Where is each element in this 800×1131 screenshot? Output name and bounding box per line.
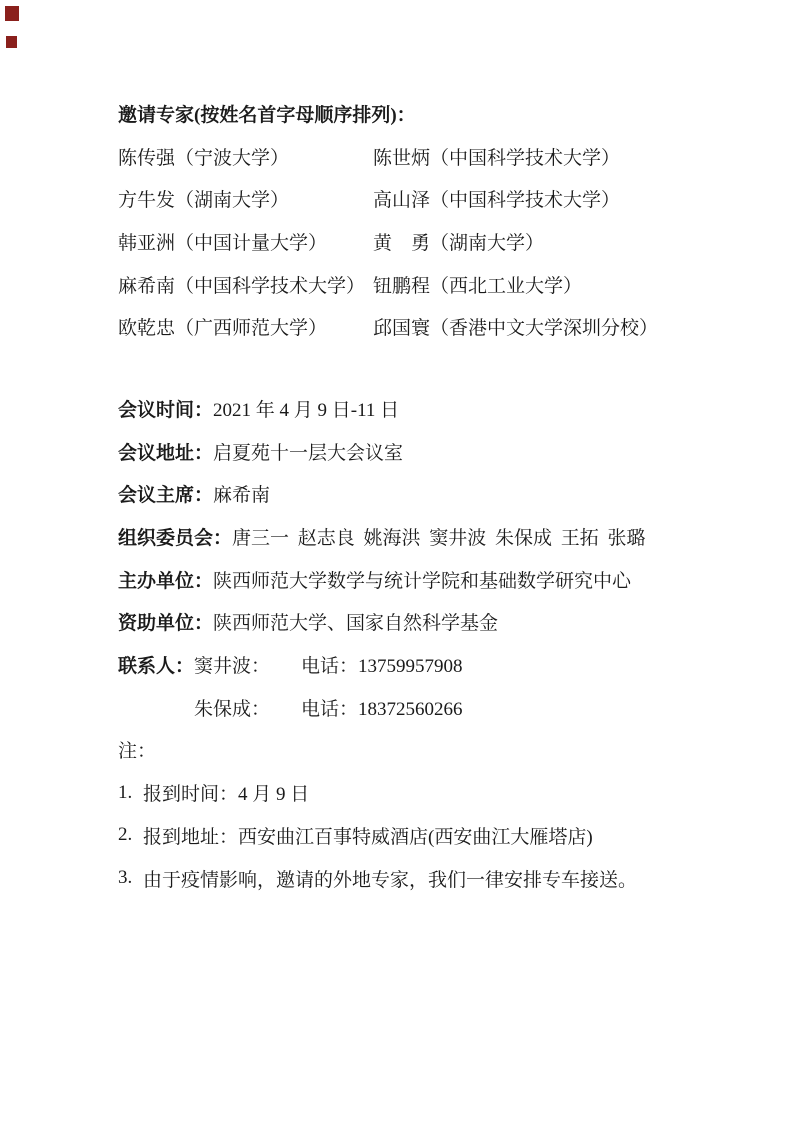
detail-row-meeting-address — [118, 430, 738, 473]
expert-row — [118, 135, 738, 178]
contact-row — [118, 686, 738, 729]
contact-phone: 电话：18372560266 — [301, 698, 463, 720]
expert-entry: 邱国寰（香港中文大学深圳分校） — [373, 318, 659, 340]
expert-row — [118, 177, 738, 220]
detail-label: 资助单位： — [118, 613, 214, 635]
detail-label: 会议地址： — [118, 442, 214, 464]
detail-label: 组织委员会： — [118, 528, 233, 550]
detail-value: 陕西师范大学、国家自然科学基金 — [213, 613, 499, 635]
expert-entry: 方牛发（湖南大学） — [118, 190, 290, 212]
expert-entry: 韩亚洲（中国计量大学） — [118, 232, 328, 254]
contact-label: 联系人： — [118, 656, 195, 678]
detail-label: 主办单位： — [118, 570, 214, 592]
expert-entry: 黄 勇（湖南大学） — [373, 232, 545, 254]
note-number: 2. — [118, 824, 133, 846]
contact-phone: 电话：13759957908 — [301, 656, 463, 678]
red-corner-mark-top — [5, 6, 19, 21]
expert-entry: 麻希南（中国科学技术大学） — [118, 275, 366, 297]
contact-row — [118, 643, 738, 686]
expert-entry: 陈世炳（中国科学技术大学） — [373, 147, 621, 169]
notes-heading: 注： — [118, 741, 157, 763]
red-corner-mark-bottom — [6, 36, 17, 48]
note-row — [118, 857, 738, 900]
note-text: 报到时间：4 月 9 日 — [143, 784, 310, 806]
detail-value: 唐三一 赵志良 姚海洪 窦井波 朱保成 王拓 张璐 — [232, 528, 646, 550]
note-text: 报到地址：西安曲江百事特威酒店(西安曲江大雁塔店) — [143, 826, 593, 848]
detail-label: 会议时间： — [118, 399, 214, 421]
expert-entry: 钮鹏程（西北工业大学） — [373, 275, 583, 297]
expert-entry: 陈传强（宁波大学） — [118, 147, 290, 169]
expert-row — [118, 220, 738, 263]
note-number: 3. — [118, 867, 133, 889]
detail-value: 麻希南 — [213, 485, 271, 507]
detail-row-meeting-time — [118, 387, 738, 430]
detail-row-host-organization — [118, 558, 738, 601]
detail-value: 启夏苑十一层大会议室 — [213, 442, 404, 464]
detail-row-organizing-committee — [118, 515, 738, 558]
detail-row-sponsor — [118, 601, 738, 644]
note-row — [118, 814, 738, 857]
detail-label: 会议主席： — [118, 485, 214, 507]
contact-name: 窦井波： — [194, 656, 271, 678]
detail-value: 2021 年 4 月 9 日-11 日 — [213, 399, 400, 421]
note-text: 由于疫情影响，邀请的外地专家，我们一律安排专车接送。 — [143, 869, 638, 891]
document-content — [118, 92, 738, 899]
contact-name: 朱保成： — [194, 698, 271, 720]
detail-row-meeting-chair — [118, 473, 738, 516]
detail-value: 陕西师范大学数学与统计学院和基础数学研究中心 — [213, 570, 632, 592]
expert-row — [118, 305, 738, 348]
expert-row — [118, 263, 738, 306]
expert-entry: 高山泽（中国科学技术大学） — [373, 190, 621, 212]
note-row — [118, 771, 738, 814]
expert-entry: 欧乾忠（广西师范大学） — [118, 318, 328, 340]
experts-heading: 邀请专家(按姓名首字母顺序排列)： — [118, 104, 416, 126]
note-number: 1. — [118, 781, 133, 803]
